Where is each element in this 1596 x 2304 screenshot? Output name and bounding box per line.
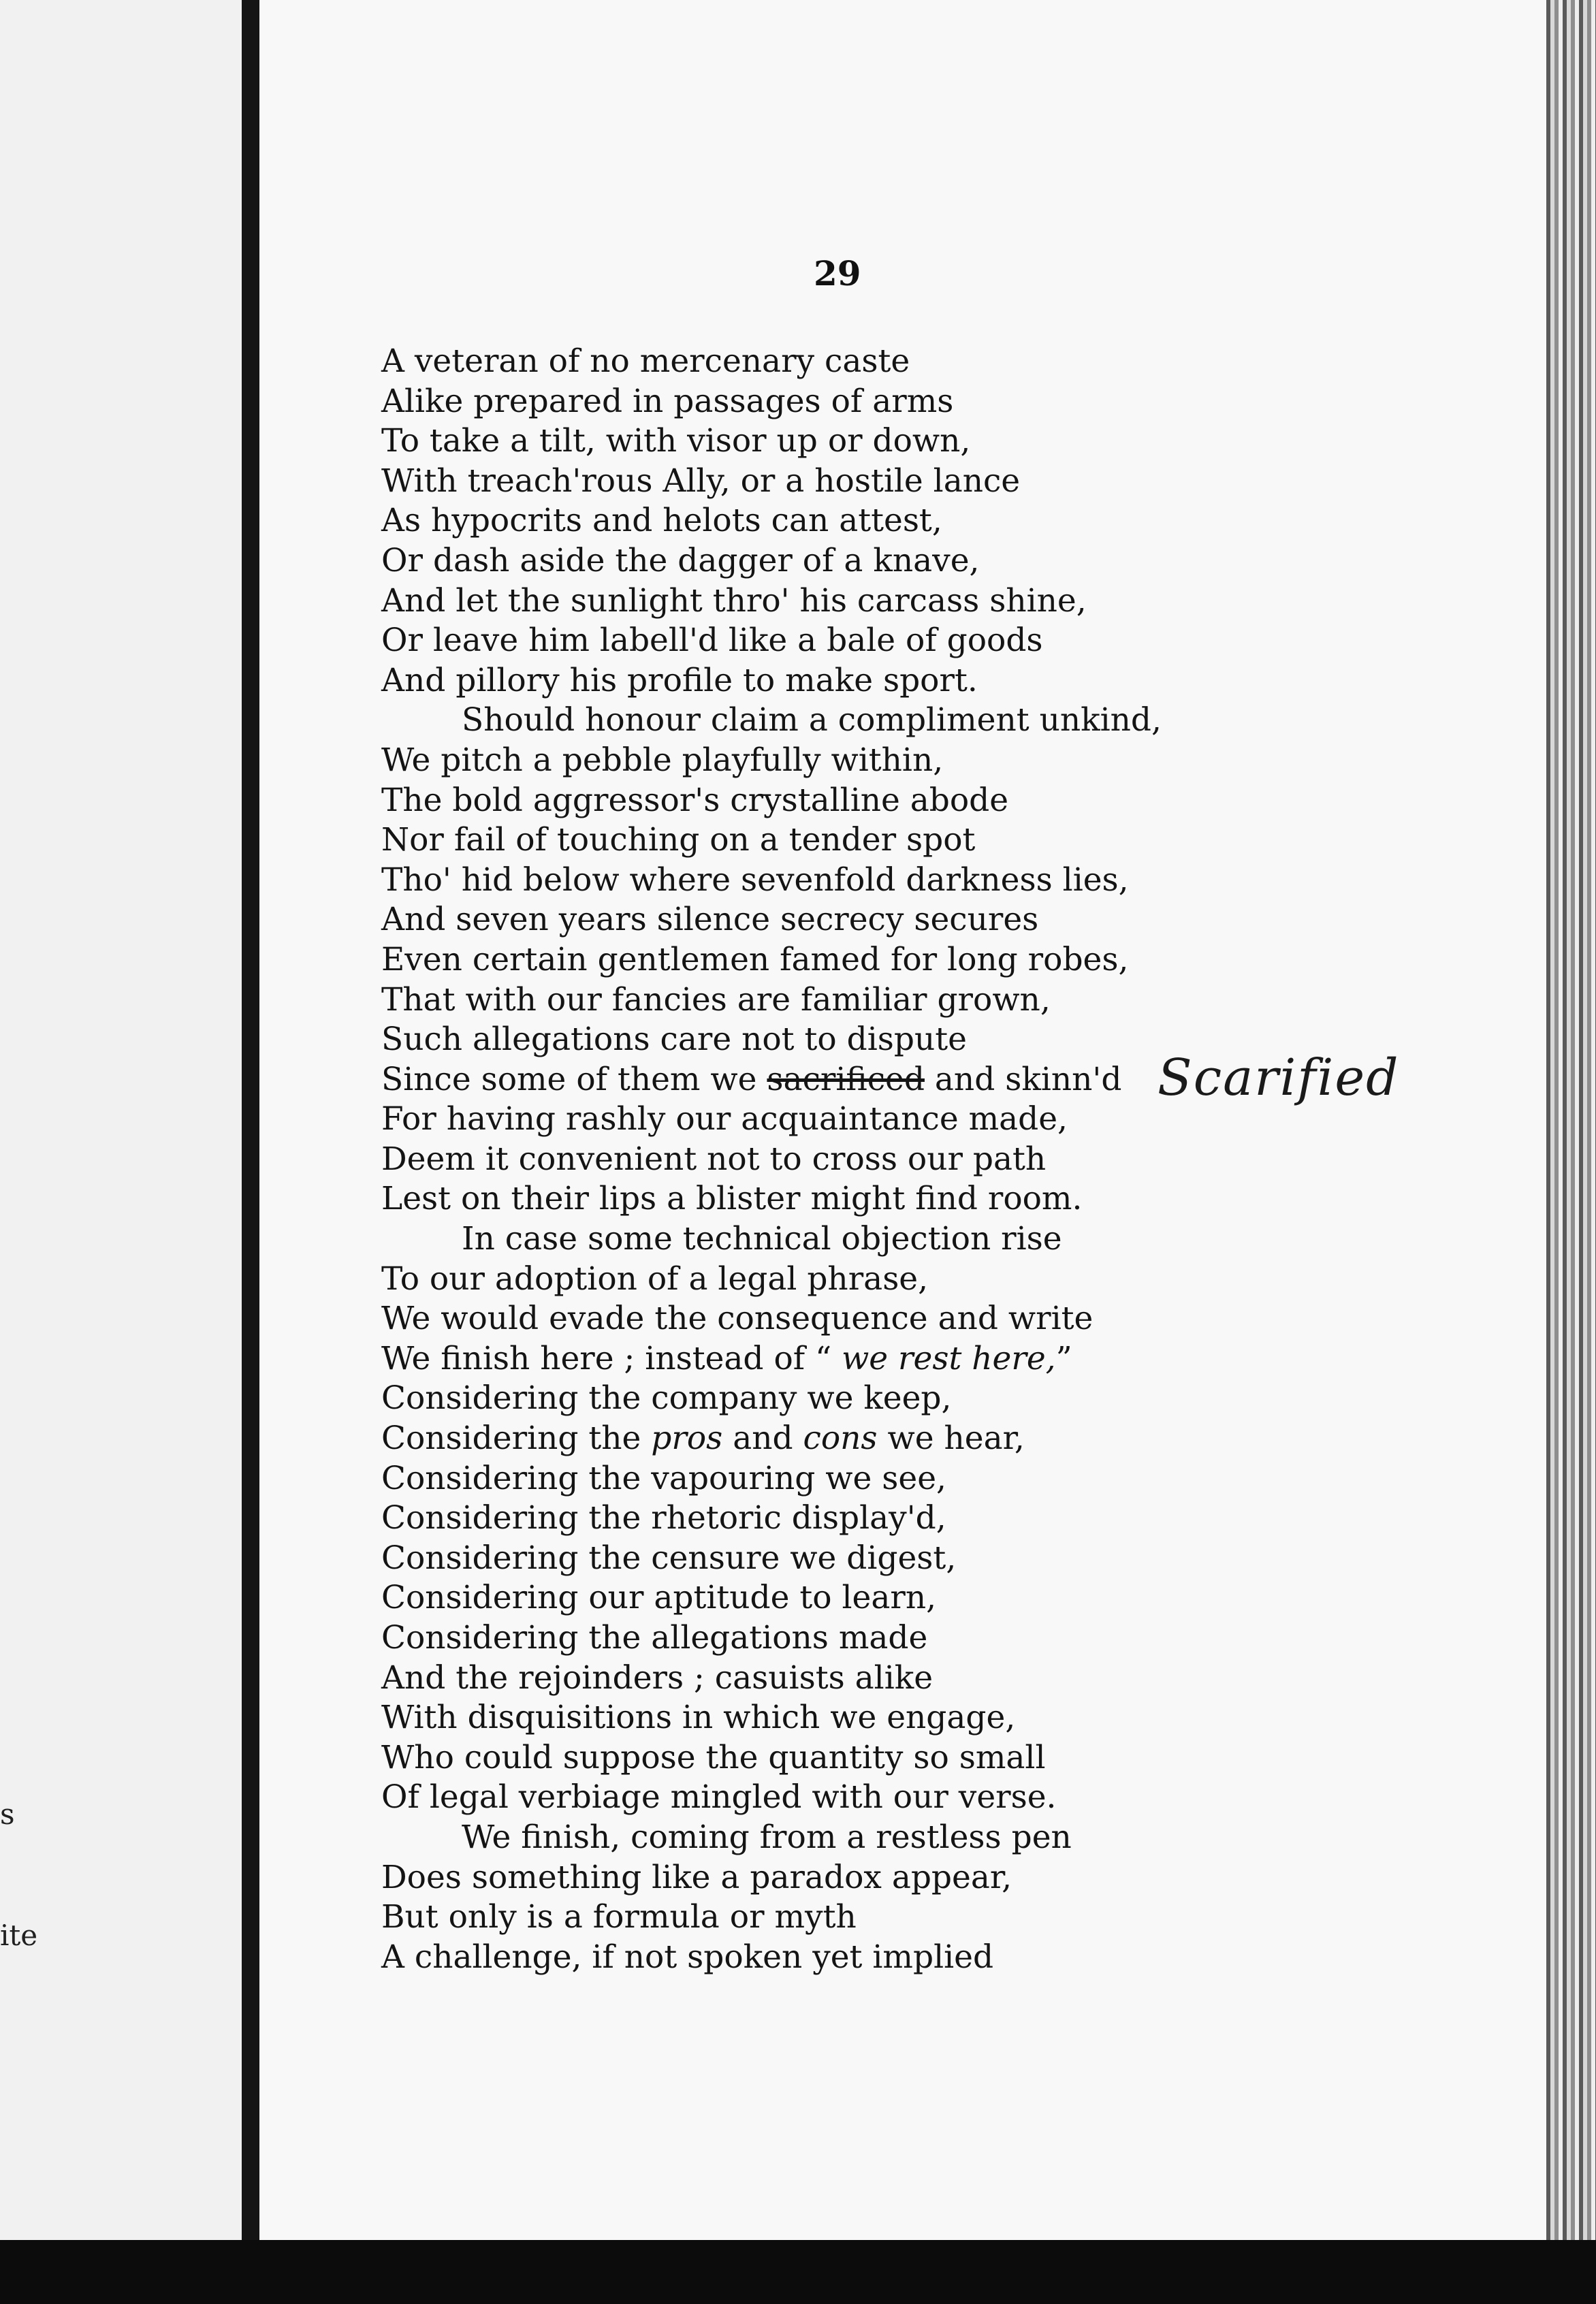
poem-text <box>381 342 1266 1977</box>
poem-line: We pitch a pebble playfully within, <box>381 741 944 779</box>
poem-line: Or dash aside the dagger of a knave, <box>381 541 980 579</box>
poem-line: Should honour claim a compliment unkind, <box>462 701 1162 739</box>
poem-line: Considering the censure we digest, <box>381 1539 957 1577</box>
poem-line: To our adoption of a legal phrase, <box>381 1260 929 1298</box>
scan-bottom-band <box>0 2240 1596 2304</box>
poem-line: And let the sunlight thro' his carcass shine, <box>381 581 1087 620</box>
poem-line: And pillory his profile to make sport. <box>381 661 978 699</box>
binding-gutter <box>242 0 259 2240</box>
poem-line: Alike prepared in passages of arms <box>381 382 954 420</box>
poem-line: Does something like a paradox appear, <box>381 1858 1012 1896</box>
handwritten-correction: Scarified <box>1158 1049 1400 1107</box>
poem-line: To take a tilt, with visor up or down, <box>381 422 971 460</box>
poem-line: We finish here ; instead of “ we rest here,” <box>381 1339 1072 1377</box>
poem-line: That with our fancies are familiar grown, <box>381 980 1051 1019</box>
poem-line: Or leave him labell'd like a bale of goods <box>381 622 1043 660</box>
poem-line: Even certain gentlemen famed for long robes, <box>381 940 1129 978</box>
page-edge-stack <box>1546 0 1596 2240</box>
poem-line: And seven years silence secrecy secures <box>381 901 1039 939</box>
poem-line: Considering the allegations made <box>381 1619 928 1657</box>
poem-line: We finish, coming from a restless pen <box>462 1818 1072 1856</box>
poem-line: A veteran of no mercenary caste <box>381 342 910 380</box>
facing-page-left <box>0 0 242 2240</box>
page-number: 29 <box>814 253 861 293</box>
poem-line: We would evade the consequence and write <box>381 1300 1094 1338</box>
poem-line: With treach'rous Ally, or a hostile lance <box>381 462 1021 500</box>
poem-line: Who could suppose the quantity so small <box>381 1738 1046 1776</box>
poem-line: But only is a formula or myth <box>381 1898 857 1936</box>
poem-line: Since some of them we sacrificed and skinn'd <box>381 1060 1122 1098</box>
poem-line: Such allegations care not to dispute <box>381 1021 967 1059</box>
poem-line: Of legal verbiage mingled with our verse. <box>381 1778 1057 1817</box>
poem-line: And the rejoinders ; casuists alike <box>381 1659 933 1697</box>
poem-line: In case some technical objection rise <box>462 1220 1062 1258</box>
poem-line: Considering the company we keep, <box>381 1379 952 1418</box>
struck-word: sacrificed <box>767 1060 925 1098</box>
poem-line: Considering the pros and cons we hear, <box>381 1420 1025 1458</box>
poem-line: For having rashly our acquaintance made, <box>381 1100 1068 1138</box>
poem-line: As hypocrits and helots can attest, <box>381 502 942 540</box>
poem-line: Considering the vapouring we see, <box>381 1459 946 1497</box>
left-margin-fragment-2: ite <box>0 1919 38 1952</box>
poem-line: With disquisitions in which we engage, <box>381 1699 1016 1737</box>
poem-line: Nor fail of touching on a tender spot <box>381 821 976 859</box>
poem-line: Considering our aptitude to learn, <box>381 1579 937 1617</box>
poem-line: A challenge, if not spoken yet implied <box>381 1938 994 1976</box>
poem-line: Tho' hid below where sevenfold darkness lies, <box>381 861 1129 899</box>
poem-line: Deem it convenient not to cross our path <box>381 1140 1047 1178</box>
poem-line: Lest on their lips a blister might find room. <box>381 1180 1083 1218</box>
poem-line: Considering the rhetoric display'd, <box>381 1499 946 1537</box>
left-margin-fragment-1: s <box>0 1797 15 1831</box>
poem-line: The bold aggressor's crystalline abode <box>381 781 1009 819</box>
